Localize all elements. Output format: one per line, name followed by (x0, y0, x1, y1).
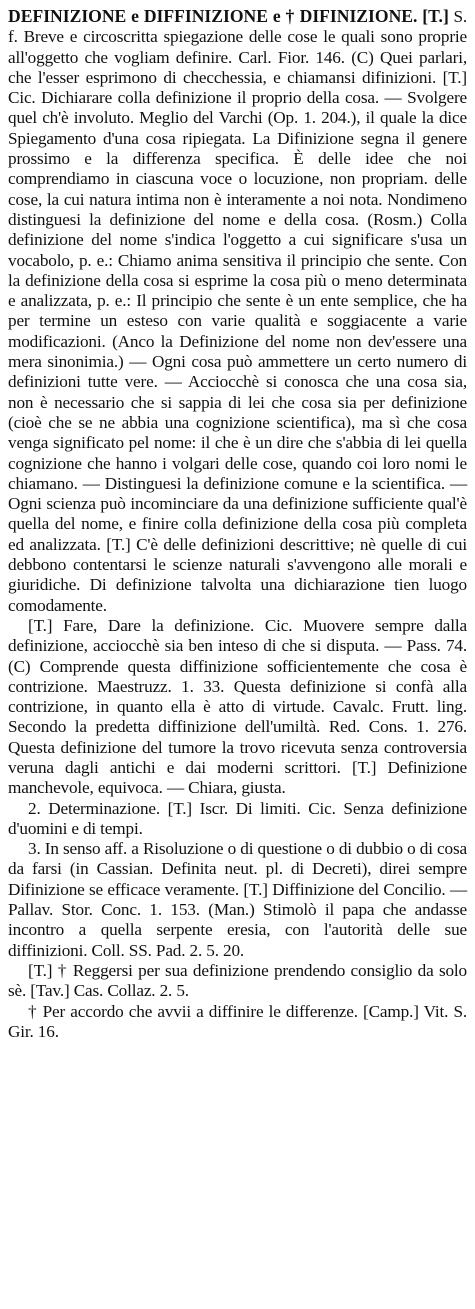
sense-2-paragraph: 2. Determinazione. [T.] Iscr. Di limiti. Cic. Senza definizione d'uomini e di tempi. (8, 798, 467, 838)
usage-paragraph: [T.] Fare, Dare la definizione. Cic. Muovere sempre dalla definizione, acciocchè sia ben inteso di che si disputa. — Pass. 74. (C) Comprende questa diffinizione sofficientemente che cosa è contrizione. Maestruzz. 1. 33. Questa definizione si confà alla contrizione, in quanto ella è atto di virtude. Cavalc. Frutt. ling. Secondo la predetta diffinizione dell'umiltà. Red. Cons. 1. 276. Questa definizione del tumore la trovo ricevuta senza controversia veruna dagli antichi e dai moderni scrittori. [T.] Definizione manchevole, equivoca. — Chiara, giusta. (8, 615, 467, 798)
archaic-sense-paragraph: † Per accordo che avvii a diffinire le differenze. [Camp.] Vit. S. Gir. 16. (8, 1001, 467, 1041)
definition-paragraph (8, 6, 467, 616)
sense-3-paragraph: 3. In senso aff. a Risoluzione o di questione o di dubbio o di cosa da farsi (in Cassian. Definita neut. pl. di Decreti), direi sempre Difinizione se efficace veramente. [T.] Diffinizione del Concilio. — Pallav. Stor. Conc. 1. 153. (Man.) Stimolò il papa che andasse incontro a quella serpente eresia, con l'autorità delle sue diffinizioni. Coll. SS. Pad. 2. 5. 20. (8, 839, 467, 960)
archaic-usage-paragraph: [T.] † Reggersi per sua definizione prendendo consiglio da solo sè. [Tav.] Cas. Collaz. 2. 5. (8, 960, 467, 1001)
headword: DEFINIZIONE e DIFFINIZIONE e † DIFINIZIONE. [T.] (8, 6, 449, 26)
definition-text: S. f. Breve e circoscritta spiegazione delle cose le quali sono proprie all'oggetto che vogliam definire. Carl. Fior. 146. (C) Quei parlari, che l'esser esprimono di checchessia, e chiamansi difinizioni. [T.] Cic. Dichiarare colla definizione il proprio della cosa. — Svolgere quel ch'è involuto. Meglio del Varchi (Op. 1. 204.), il quale la dice Spiegamento d'una cosa ripiegata. La Difinizione segna il genere prossimo e la differenza specifica. È delle idee che noi comprendiamo in ciascuna voce o locuzione, non propriam. delle cose, la cui natura intima non è interamente a noi nota. Nondimeno distinguesi la definizione del nome e della cosa. (Rosm.) Colla definizione del nome s'indica l'oggetto a cui significare s'usa un vocabolo, p. e.: Chiamo anima sensitiva il principio che sente. Con la definizione della cosa si esprime la cosa più o meno determinata e analizzata, p. e.: Il principio che sente è un ente semplice, che ha per termine un esteso con varie qualità e soggiacente a varie modificazioni. (Anco la Definizione del nome non dev'essere una mera sinonimia.) — Ogni cosa può ammettere un certo numero di definizioni tutte vere. — Acciocchè si conosca che una cosa sia, non è necessario che si sappia di lei che cosa sia per definizione (cioè che se ne abbia una cognizione scientifica), ma sì che cosa venga significato pel nome: il che è un dire che s'abbia di lei quella cognizione che hanno i volgari delle cose, quando coi loro nomi le chiamano. — Distinguesi la definizione comune e la scientifica. — Ogni scienza può incominciare da una definizione sufficiente qual'è quella del nome, e finire colla definizione della cosa più completa ed analizzata. [T.] C'è delle definizioni descrittive; nè quelle di cui debbono contentarsi le scienze naturali s'avvengono alle morali e giuridiche. Di definizione talvolta una dichiarazione tien luogo comodamente. (8, 7, 467, 615)
